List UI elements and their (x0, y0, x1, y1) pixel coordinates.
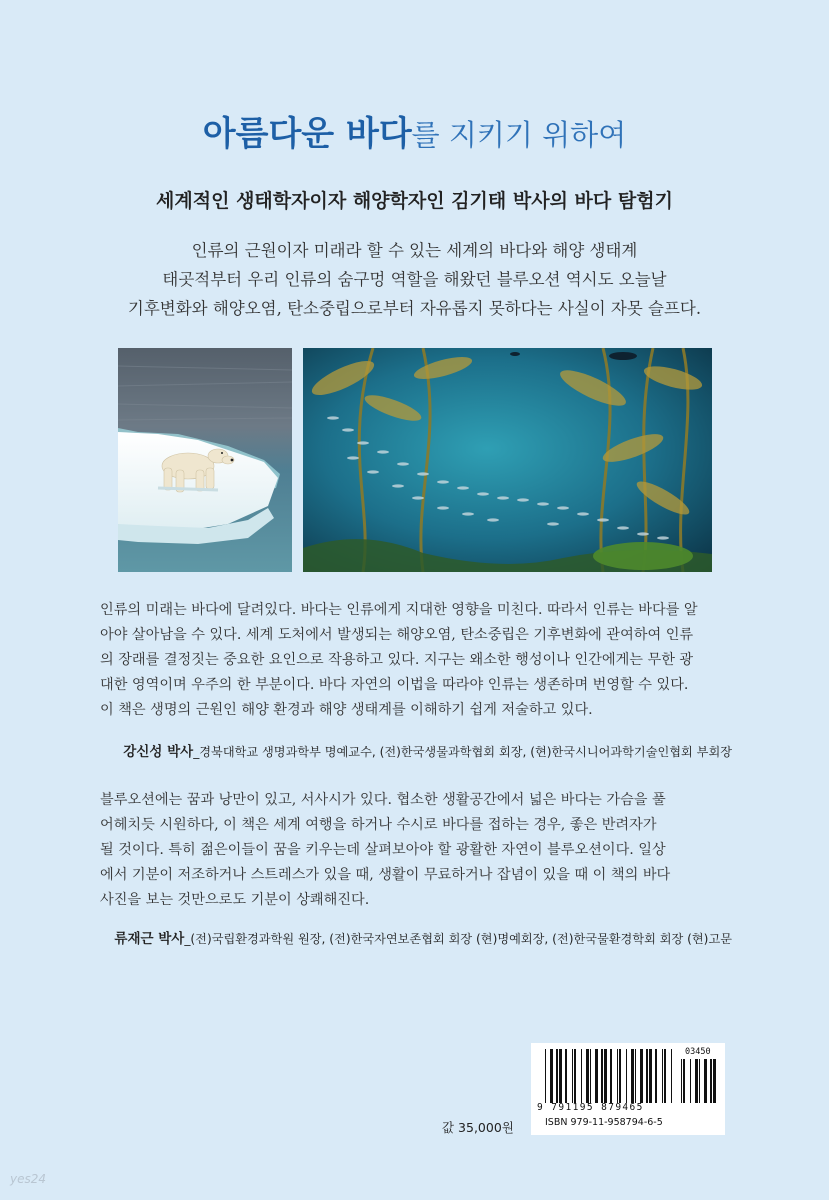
barcode-stripe (690, 1059, 691, 1103)
reviewer-name: 류재근 박사 (114, 931, 185, 947)
barcode-stripe (683, 1059, 685, 1103)
review-attribution (100, 740, 732, 760)
barcode-stripe (713, 1059, 716, 1103)
kelp-forest-fish-photo (303, 348, 712, 572)
review-attribution (100, 927, 732, 947)
isbn-barcode (531, 1043, 725, 1135)
barcode-stripe (631, 1049, 634, 1103)
barcode-stripe (662, 1049, 663, 1103)
review-line: 이 책은 생명의 근원인 해양 환경과 해양 생태계를 이해하기 쉽게 저술하고 있다. (100, 702, 593, 718)
reviewer-affiliation: _(전)국립환경과학원 원장, (전)한국자연보존협회 회장 (현)명예회장, (전)한국물환경학회 회장 (현)고문 (184, 932, 732, 946)
review-line: 사진을 보는 것만으로도 기분이 상쾌해진다. (100, 892, 370, 908)
barcode-stripe (671, 1049, 672, 1103)
barcode-stripe (590, 1049, 591, 1103)
addon-barcode-bars (681, 1059, 717, 1103)
barcode-stripe (574, 1049, 576, 1103)
barcode-stripe (626, 1049, 627, 1103)
tagline-emphasis: 아름다운 바다 (202, 114, 412, 154)
barcode-stripe (704, 1059, 707, 1103)
intro-line: 태곳적부터 우리 인류의 숨구멍 역할을 해왔던 블루오션 역시도 오늘날 (162, 270, 667, 289)
barcode-stripe (559, 1049, 562, 1103)
review-line: 의 장래를 결정짓는 중요한 요인으로 작용하고 있다. 지구는 왜소한 행성이나 인간에게는 무한 광 (100, 652, 694, 668)
barcode-stripe (635, 1049, 636, 1103)
watermark: yes24 (10, 1172, 47, 1186)
barcode-stripe (646, 1049, 648, 1103)
review-line: 에서 기분이 저조하거나 스트레스가 있을 때, 생활이 무료하거나 잡념이 있을 때 이 책의 바다 (100, 867, 671, 883)
reviewer-name: 강신성 박사 (123, 744, 194, 760)
review-line: 어헤치듯 시원하다, 이 책은 세계 여행을 하거나 수시로 바다를 접하는 경우, 좋은 반려자가 (100, 817, 657, 833)
intro-line: 인류의 근원이자 미래라 할 수 있는 세계의 바다와 해양 생태계 (191, 241, 638, 260)
review-line: 아야 살아남을 수 있다. 세계 도처에서 발생되는 해양오염, 탄소중립은 기후변화에 관여하여 인류 (100, 627, 694, 643)
barcode-stripe (565, 1049, 567, 1103)
barcode-stripe (601, 1049, 603, 1103)
barcode-stripe (695, 1059, 698, 1103)
barcode-stripe (550, 1049, 553, 1103)
barcode-stripe (595, 1049, 598, 1103)
book-tagline (0, 112, 829, 157)
barcode-stripe (664, 1049, 666, 1103)
review-line: 블루오션에는 꿈과 낭만이 있고, 서사시가 있다. 협소한 생활공간에서 넓은 바다는 가슴을 풀 (100, 792, 666, 808)
barcode-stripe (556, 1049, 558, 1103)
barcode-stripe (545, 1049, 546, 1103)
barcode-stripe (610, 1049, 612, 1103)
barcode-stripe (710, 1059, 712, 1103)
reviewer-affiliation: _경북대학교 생명과학부 명예교수, (전)한국생물과학협회 회장, (현)한국시니어과학기술인협회 부회장 (193, 745, 732, 759)
review-quote (100, 788, 732, 913)
barcode-stripe (619, 1049, 621, 1103)
barcode-stripe (640, 1049, 643, 1103)
review-line: 될 것이다. 특히 젊은이들이 꿈을 키우는데 살펴보아야 할 광활한 자연이 블루오션이다. 일상 (100, 842, 666, 858)
barcode-addon-digits: 03450 (685, 1047, 711, 1057)
barcode-stripe (604, 1049, 607, 1103)
polar-bear-on-ice-photo (118, 348, 292, 572)
barcode-stripe (586, 1049, 589, 1103)
barcode-stripe (581, 1049, 582, 1103)
price-label: 값 35,000원 (442, 1120, 514, 1135)
intro-paragraph (60, 236, 769, 323)
barcode-stripe (655, 1049, 657, 1103)
barcode-digits: 9 791195 879465 (537, 1102, 644, 1113)
intro-line: 기후변화와 해양오염, 탄소중립으로부터 자유롭지 못하다는 사실이 자못 슬프다. (127, 299, 702, 318)
barcode-stripe (699, 1059, 700, 1103)
barcode-stripe (681, 1059, 682, 1103)
review-quote (100, 598, 732, 723)
barcode-stripe (649, 1049, 652, 1103)
barcode-stripe (572, 1049, 573, 1103)
barcode-stripe (617, 1049, 618, 1103)
book-subtitle: 세계적인 생태학자이자 해양학자인 김기태 박사의 바다 탐험기 (156, 190, 673, 212)
review-line: 인류의 미래는 바다에 달려있다. 바다는 인류에게 지대한 영향을 미친다. 따라서 인류는 바다를 알 (100, 602, 698, 618)
isbn-number: ISBN 979-11-958794-6-5 (545, 1117, 663, 1128)
barcode-bars (545, 1049, 675, 1103)
tagline-rest: 를 지키기 위하여 (411, 118, 627, 152)
review-line: 대한 영역이며 우주의 한 부분이다. 바다 자연의 이법을 따라야 인류는 생존하며 번영할 수 있다. (100, 677, 689, 693)
